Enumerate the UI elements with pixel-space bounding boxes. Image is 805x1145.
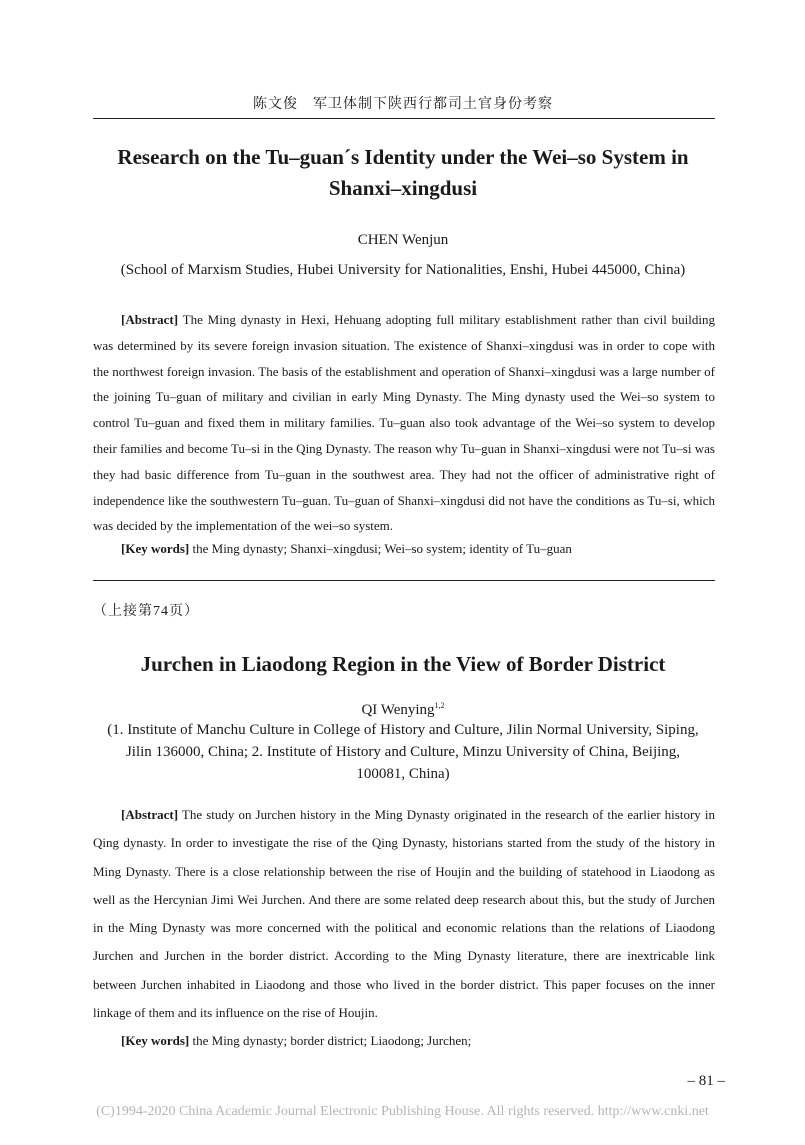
continued-note: （上接第74页） [93, 604, 199, 619]
article1-author: CHEN Wenjun [357, 232, 449, 248]
article2-affiliation [93, 719, 713, 785]
abstract-label: [Abstract] [121, 807, 179, 822]
article1-title [93, 142, 713, 204]
article2-keywords [93, 1029, 715, 1053]
copyright-footer: (C)1994-2020 China Academic Journal Electronic Publishing House. All rights reserved. http://www.cnki.net [96, 1104, 709, 1119]
article2-author [93, 701, 713, 719]
article1-affiliation: (School of Marxism Studies, Hubei University for Nationalities, Enshi, Hubei 445000, China) [120, 262, 686, 278]
page-number: – 81 – [687, 1073, 725, 1089]
affiliation-line1: (1. Institute of Manchu Culture in College of History and Culture, Jilin Normal University, Siping, [107, 722, 699, 738]
header-rule [93, 118, 715, 119]
keywords-label: [Key words] [121, 541, 190, 556]
affiliation-line2: Jilin 136000, China; 2. Institute of History and Culture, Minzu University of China, Beijing, [125, 744, 681, 760]
article2-abstract [93, 801, 715, 1027]
abstract-text: The study on Jurchen history in the Ming Dynasty originated in the research of the earlier history in Qing dynasty. In order to investigate the rise of the Qing Dynasty, historians started from the study of the history in Ming Dynasty. There is a close relationship between the rise of Houjin and the building of statehood in Liaodong as well as the Hercynian Jimi Wei Jurchen. And there are some related deep research about this, but the study of Jurchen in the Ming Dynasty was more concerned with the political and economic relations than the relations of Liaodong Jurchen and Jurchen in the border district. According to the Ming Dynasty literature, there are inextricable link between Jurchen inhabited in Liaodong and those who lived in the border district. This paper focuses on the inner linkage of them and its influence on the rise of Houjin. [93, 807, 715, 1021]
article1-title-line2: Shanxi–xingdusi [328, 176, 478, 200]
article1-keywords [93, 538, 715, 560]
article2-title: Jurchen in Liaodong Region in the View of Border District [140, 652, 666, 676]
article1-abstract [93, 307, 715, 539]
article2-author-name: QI Wenying [361, 702, 435, 718]
author-superscript: 1,2 [434, 701, 445, 710]
keywords-label: [Key words] [121, 1033, 190, 1048]
affiliation-line3: 100081, China) [356, 766, 450, 782]
article1-title-line1: Research on the Tu–guan´s Identity under the Wei–so System in [117, 145, 689, 169]
running-header: 陈文俊 军卫体制下陕西行都司土官身份考察 [253, 97, 553, 112]
keywords-text: the Ming dynasty; border district; Liaodong; Jurchen; [189, 1033, 472, 1048]
abstract-text: The Ming dynasty in Hexi, Hehuang adopting full military establishment rather than civil building was determined by its severe foreign invasion situation. The existence of Shanxi–xingdusi was in order to cope with the northwest foreign invasion. The basis of the establishment and operation of Shanxi–xingdusi was a large number of the joining Tu–guan of military and civilian in early Ming Dynasty. The Ming dynasty used the Wei–so system to control Tu–guan and fixed them in military families. Tu–guan also took advantage of the Wei–so system to develop their families and become Tu–si in the Qing Dynasty. The reason why Tu–guan in Shanxi–xingdusi were not Tu–si was they had basic difference from Tu–guan in the southwest area. They had not the officer of administrative right of independence like the southwestern Tu–guan. Tu–guan of Shanxi–xingdusi did not have the conditions as Tu–si, which was decided by the implementation of the wei–so system. [93, 312, 715, 534]
section-divider [93, 580, 715, 581]
keywords-text: the Ming dynasty; Shanxi–xingdusi; Wei–so system; identity of Tu–guan [189, 541, 572, 556]
abstract-label: [Abstract] [121, 312, 179, 327]
